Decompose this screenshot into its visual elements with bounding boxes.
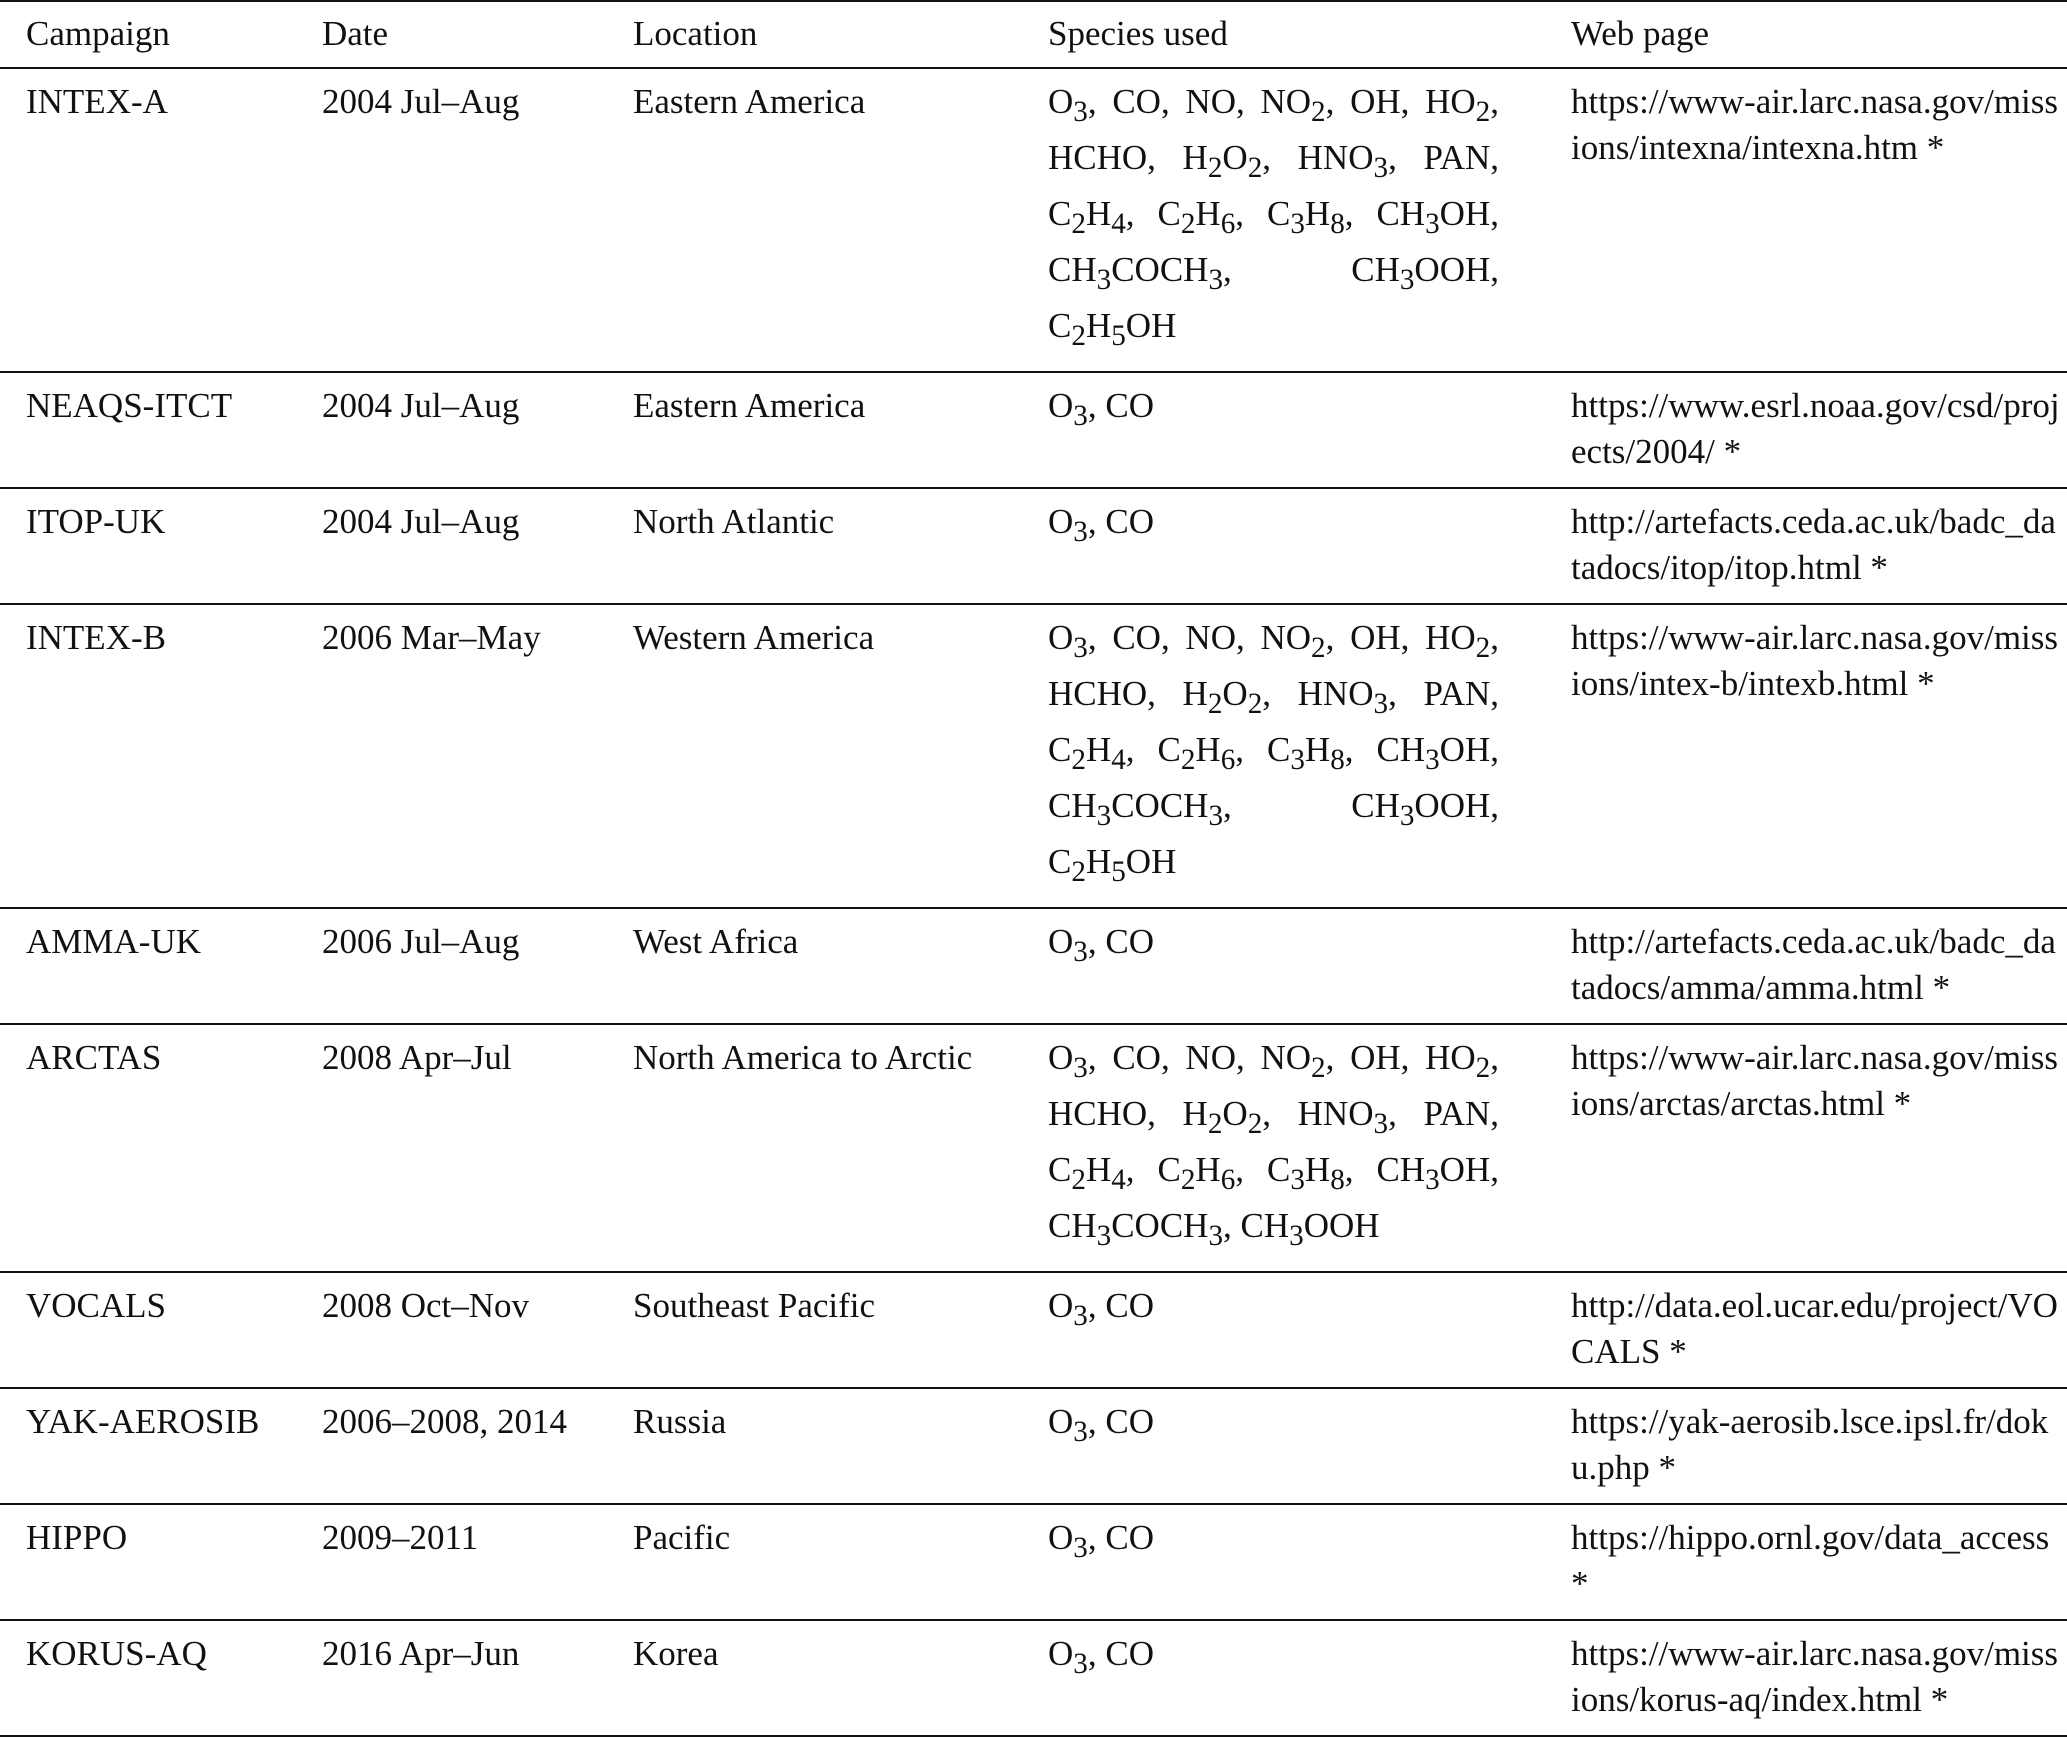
cell-campaign: VOCALS: [0, 1272, 296, 1388]
cell-date: 2008 Apr–Jul: [296, 1024, 607, 1272]
cell-campaign: ITOP-UK: [0, 488, 296, 604]
table-row: [0, 68, 2067, 372]
cell-date: 2006–2008, 2014: [296, 1388, 607, 1504]
cell-web-page: http://data.eol.ucar.edu/project/VOCALS *: [1545, 1272, 2067, 1388]
cell-campaign: ARCTAS: [0, 1024, 296, 1272]
cell-web-page: https://www-air.larc.nasa.gov/missions/intex-b/intexb.html *: [1545, 604, 2067, 908]
header-date: Date: [296, 1, 607, 68]
cell-location: Korea: [607, 1620, 1022, 1736]
cell-campaign: HIPPO: [0, 1504, 296, 1620]
cell-web-page: https://www-air.larc.nasa.gov/missions/intexna/intexna.htm *: [1545, 68, 2067, 372]
cell-species: $O_3$, CO, NO, $NO_2$, OH, $HO_2$, HCHO, $H_2O_2$, $HNO_3$, PAN, $C_2H_4$, $C_2H_6$, $C_3H_8$, $CH_3OH$, $CH_3COCH_3$, $CH_3OOH$, $C_2H_5OH$: [1022, 604, 1545, 908]
cell-location: West Africa: [607, 908, 1022, 1024]
cell-species: $O_3$, CO: [1022, 1272, 1545, 1388]
cell-species: $O_3$, CO, NO, $NO_2$, OH, $HO_2$, HCHO, $H_2O_2$, $HNO_3$, PAN, $C_2H_4$, $C_2H_6$, $C_3H_8$, $CH_3OH$, $CH_3COCH_3$, $CH_3OOH$: [1022, 1024, 1545, 1272]
header-row: [0, 1, 2067, 68]
cell-campaign: INTEX-A: [0, 68, 296, 372]
cell-location: Eastern America: [607, 372, 1022, 488]
table-row: [0, 1388, 2067, 1504]
cell-campaign: KORUS-AQ: [0, 1620, 296, 1736]
header-campaign: Campaign: [0, 1, 296, 68]
cell-campaign: YAK-AEROSIB: [0, 1388, 296, 1504]
table-row: [0, 908, 2067, 1024]
table-row: [0, 1504, 2067, 1620]
table-row: [0, 1272, 2067, 1388]
table-body: [0, 68, 2067, 1736]
cell-date: 2016 Apr–Jun: [296, 1620, 607, 1736]
table-row: [0, 604, 2067, 908]
table-row: [0, 488, 2067, 604]
table-row: [0, 1024, 2067, 1272]
cell-date: 2004 Jul–Aug: [296, 68, 607, 372]
table-header: [0, 1, 2067, 68]
cell-date: 2009–2011: [296, 1504, 607, 1620]
cell-date: 2006 Mar–May: [296, 604, 607, 908]
cell-web-page: https://www-air.larc.nasa.gov/missions/arctas/arctas.html *: [1545, 1024, 2067, 1272]
cell-location: North Atlantic: [607, 488, 1022, 604]
table-row: [0, 372, 2067, 488]
cell-date: 2004 Jul–Aug: [296, 372, 607, 488]
cell-species: $O_3$, CO: [1022, 372, 1545, 488]
cell-web-page: http://artefacts.ceda.ac.uk/badc_datadocs/itop/itop.html *: [1545, 488, 2067, 604]
cell-date: 2008 Oct–Nov: [296, 1272, 607, 1388]
cell-location: Southeast Pacific: [607, 1272, 1022, 1388]
cell-date: 2006 Jul–Aug: [296, 908, 607, 1024]
header-species: Species used: [1022, 1, 1545, 68]
cell-species: $O_3$, CO: [1022, 1620, 1545, 1736]
cell-species: $O_3$, CO: [1022, 1504, 1545, 1620]
cell-location: North America to Arctic: [607, 1024, 1022, 1272]
header-location: Location: [607, 1, 1022, 68]
header-web-page: Web page: [1545, 1, 2067, 68]
cell-campaign: NEAQS-ITCT: [0, 372, 296, 488]
cell-web-page: https://www.esrl.noaa.gov/csd/projects/2004/ *: [1545, 372, 2067, 488]
cell-location: Eastern America: [607, 68, 1022, 372]
cell-campaign: AMMA-UK: [0, 908, 296, 1024]
cell-location: Western America: [607, 604, 1022, 908]
cell-location: Pacific: [607, 1504, 1022, 1620]
cell-species: $O_3$, CO: [1022, 1388, 1545, 1504]
cell-species: $O_3$, CO, NO, $NO_2$, OH, $HO_2$, HCHO, $H_2O_2$, $HNO_3$, PAN, $C_2H_4$, $C_2H_6$, $C_3H_8$, $CH_3OH$, $CH_3COCH_3$, $CH_3OOH$, $C_2H_5OH$: [1022, 68, 1545, 372]
cell-web-page: https://www-air.larc.nasa.gov/missions/korus-aq/index.html *: [1545, 1620, 2067, 1736]
cell-web-page: https://hippo.ornl.gov/data_access *: [1545, 1504, 2067, 1620]
cell-species: $O_3$, CO: [1022, 908, 1545, 1024]
table-row: [0, 1620, 2067, 1736]
cell-web-page: https://yak-aerosib.lsce.ipsl.fr/doku.php *: [1545, 1388, 2067, 1504]
cell-species: $O_3$, CO: [1022, 488, 1545, 604]
cell-web-page: http://artefacts.ceda.ac.uk/badc_datadocs/amma/amma.html *: [1545, 908, 2067, 1024]
cell-location: Russia: [607, 1388, 1022, 1504]
cell-date: 2004 Jul–Aug: [296, 488, 607, 604]
cell-campaign: INTEX-B: [0, 604, 296, 908]
